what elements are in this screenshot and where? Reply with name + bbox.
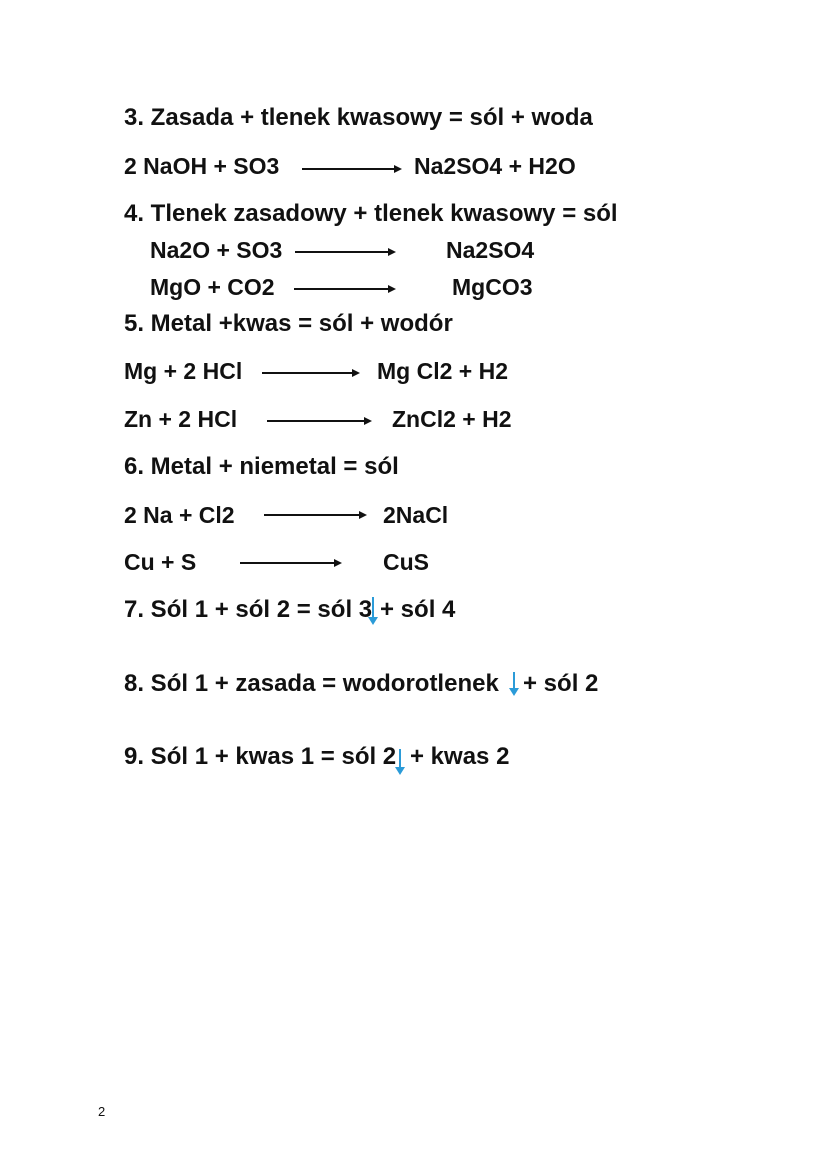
rule-7-part-b: + sól 4 (380, 596, 456, 623)
rule-6: 6. Metal + niemetal = sól (124, 453, 399, 480)
precipitate-arrow-icon (399, 749, 401, 769)
rule-4: 4. Tlenek zasadowy + tlenek kwasowy = sól (124, 200, 618, 227)
reaction-arrow (295, 251, 394, 253)
reaction-arrow (264, 514, 365, 516)
rule-9-part-b: + kwas 2 (410, 743, 510, 770)
eq-naoh-right: Na2SO4 + H2O (414, 153, 576, 179)
rule-8-part-b: + sól 2 (523, 670, 599, 697)
reaction-arrow (267, 420, 370, 422)
reaction-arrow (294, 288, 394, 290)
eq-na-right: 2NaCl (383, 502, 449, 528)
eq-mgo-right: MgCO3 (452, 274, 533, 300)
reaction-arrow (240, 562, 340, 564)
eq-zn-right: ZnCl2 + H2 (392, 406, 512, 432)
rule-8-part-a: 8. Sól 1 + zasada = wodorotlenek (124, 670, 499, 697)
eq-mgo-left: MgO + CO2 (150, 274, 275, 300)
reaction-arrow (262, 372, 358, 374)
reaction-arrow (302, 168, 400, 170)
eq-naoh-left: 2 NaOH + SO3 (124, 153, 280, 179)
eq-mg-right: Mg Cl2 + H2 (377, 358, 509, 384)
rule-7-part-a: 7. Sól 1 + sól 2 = sól 3 (124, 596, 373, 623)
eq-zn-left: Zn + 2 HCl (124, 406, 238, 432)
rule-9-part-a: 9. Sól 1 + kwas 1 = sól 2 (124, 743, 397, 770)
eq-mg-left: Mg + 2 HCl (124, 358, 243, 384)
eq-na-left: 2 Na + Cl2 (124, 502, 235, 528)
rule-3: 3. Zasada + tlenek kwasowy = sól + woda (124, 104, 593, 131)
precipitate-arrow-icon (513, 672, 515, 690)
eq-cu-left: Cu + S (124, 549, 197, 575)
rule-5: 5. Metal +kwas = sól + wodór (124, 310, 453, 337)
precipitate-arrow-icon (372, 597, 374, 619)
eq-na2o-left: Na2O + SO3 (150, 237, 283, 263)
page-number: 2 (98, 1104, 106, 1119)
eq-cu-right: CuS (383, 549, 429, 575)
eq-na2o-right: Na2SO4 (446, 237, 535, 263)
